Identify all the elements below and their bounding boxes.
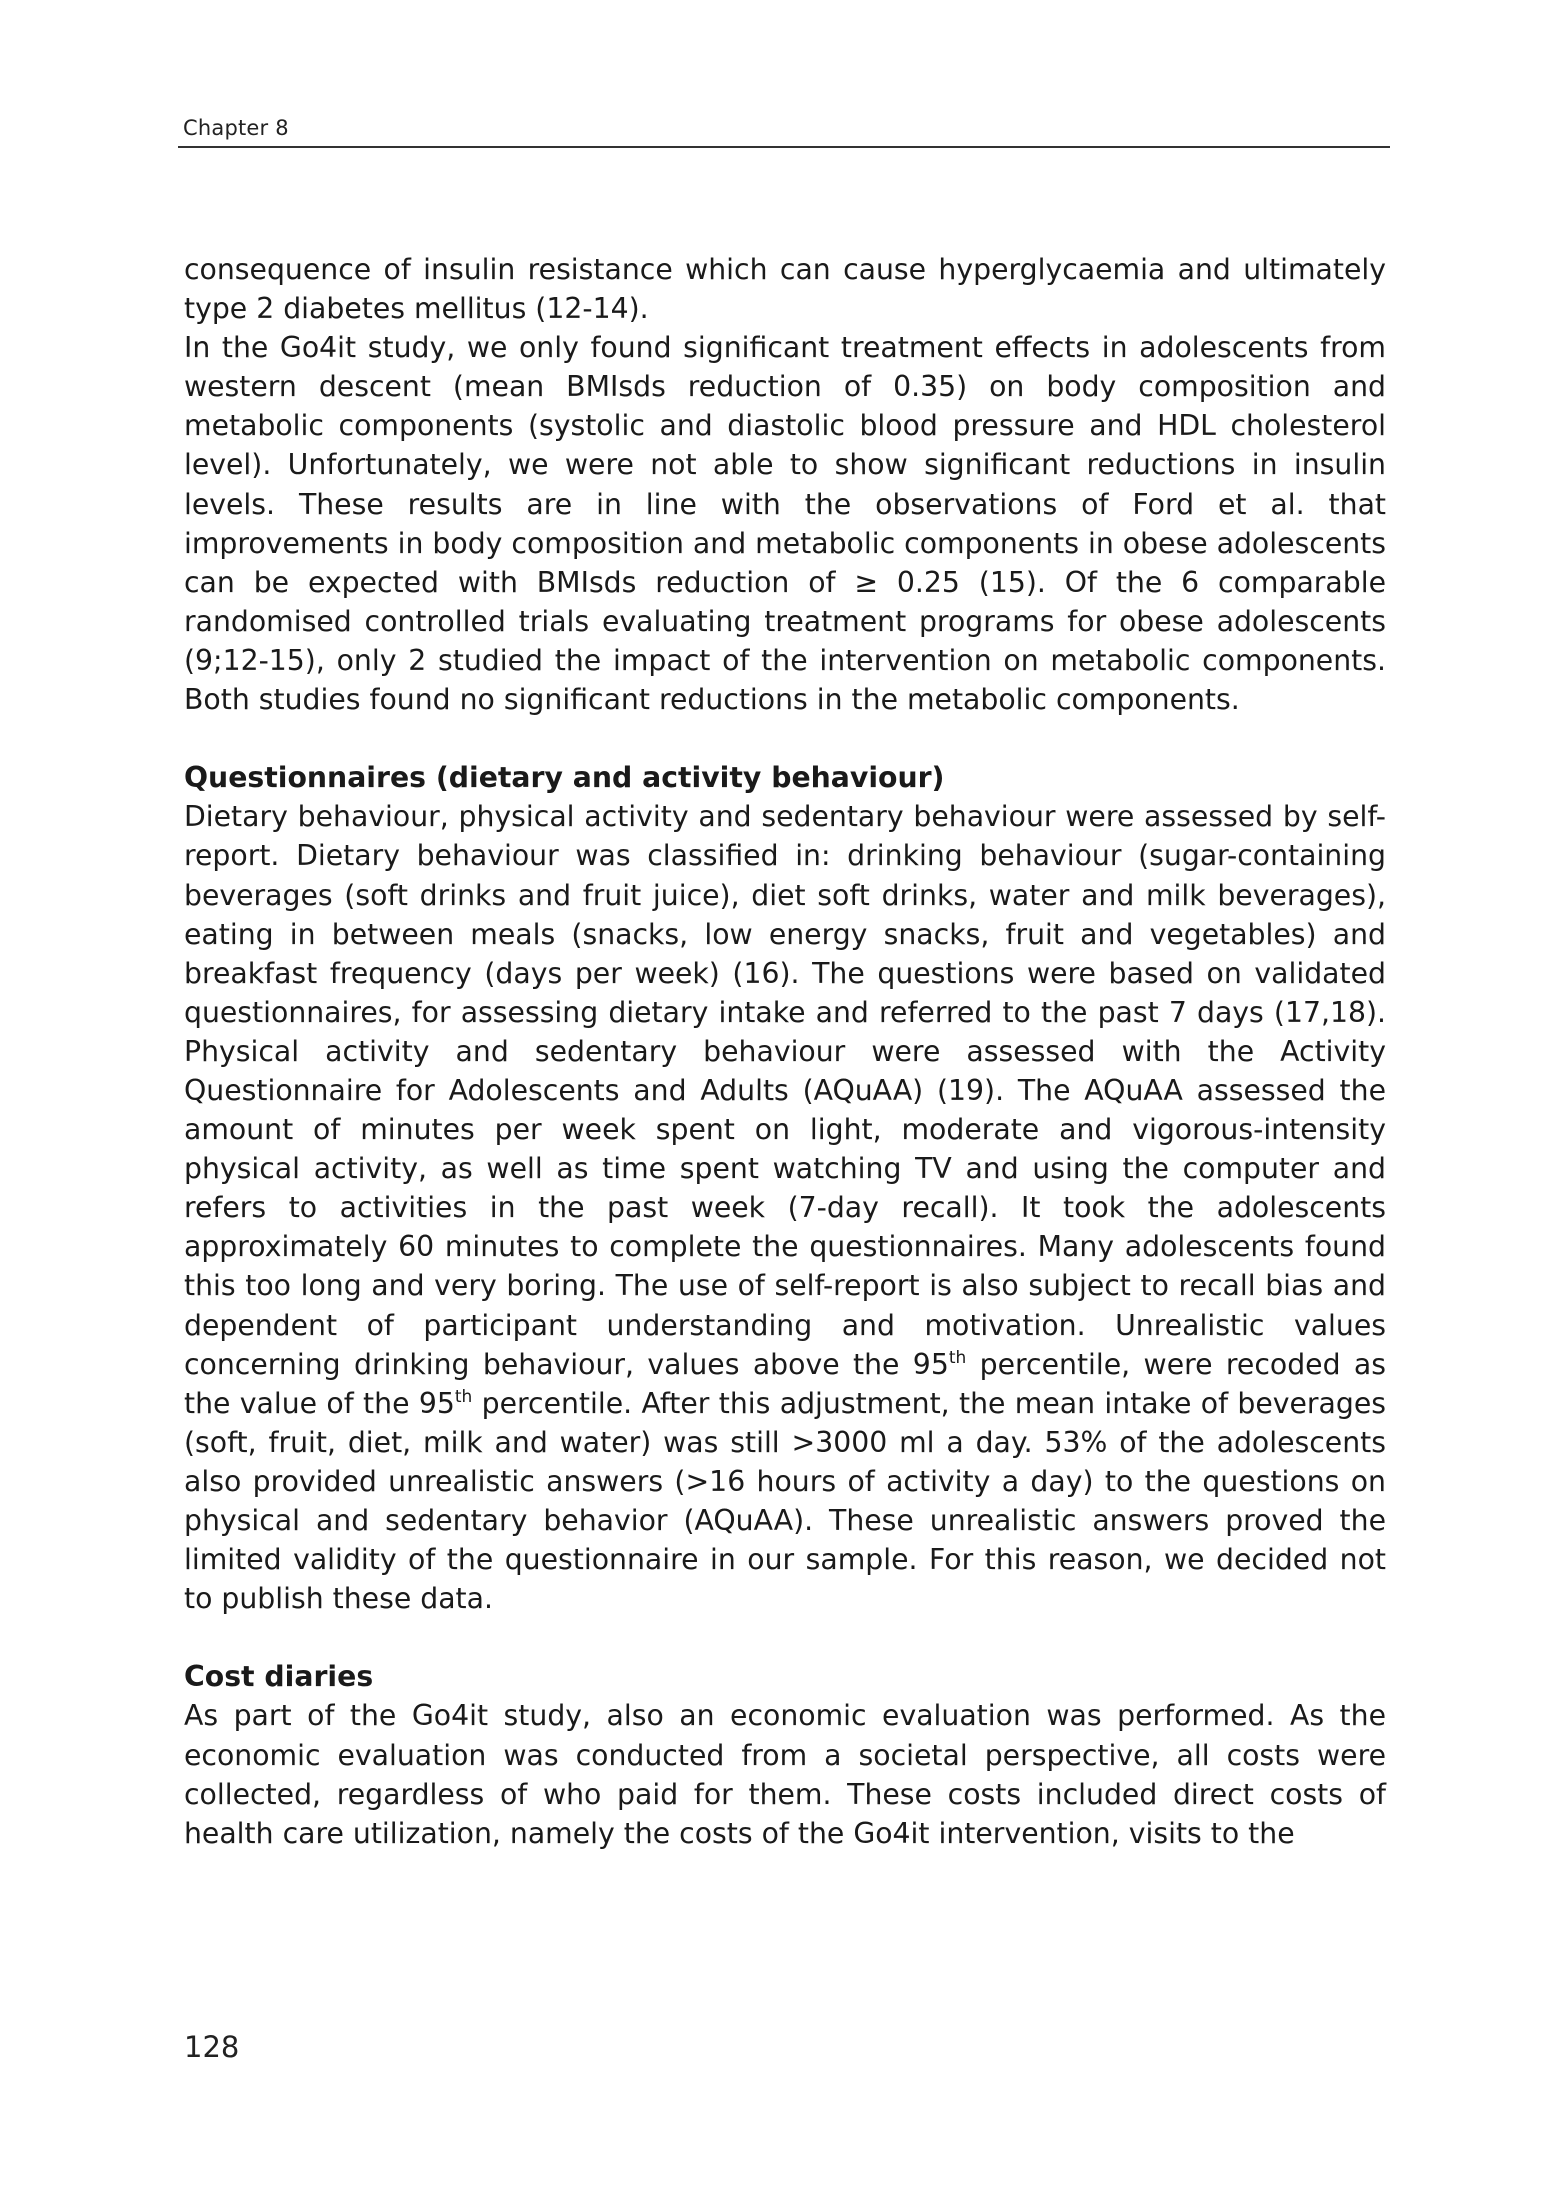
- section-heading-questionnaires: Questionnaires (dietary and activity behaviour): [184, 761, 945, 795]
- text-run: percentile. After this adjustment, the mean intake of beverages (soft, fruit, diet, milk and water) was still >3000 ml a day. 53% of the adolescents also provided unrealistic answers (>16 hours of activity a day) to the questions on physical and sedentary behavior (AQuAA). These unrealistic answers proved the limited validity of the questionnaire in our sample. For this reason, we decided not to publish these data.: [184, 1386, 1386, 1616]
- paragraph-cost-diaries: As part of the Go4it study, also an economic evaluation was performed. As the economic evaluation was conducted from a societal perspective, all costs were collected, regardless of who paid for them. These costs included direct costs of health care utilization, namely the costs of the Go4it intervention, visits to the: [184, 1699, 1386, 1850]
- page-number: 128: [184, 2030, 240, 2064]
- paragraph-gap: [184, 719, 1386, 758]
- header-rule: [178, 146, 1390, 148]
- paragraph-questionnaires: [184, 797, 1386, 1618]
- text-run: Dietary behaviour, physical activity and sedentary behaviour were assessed by self-report. Dietary behaviour was classified in: drinking behaviour (sugar-containing beverages (soft drinks and fruit juice), diet soft drinks, water and milk beverages), eating in between meals (snacks, low energy snacks, fruit and vegetables) and breakfast frequency (days per week) (16). The questions were based on validated questionnaires, for assessing dietary intake and referred to the past 7 days (17,18). Physical activity and sedentary behaviour were assessed with the Activity Questionnaire for Adolescents and Adults (AQuAA) (19). The AQuAA assessed the amount of minutes per week spent on light, moderate and vigorous-intensity physical activity, as well as time spent watching TV and using the computer and refers to activities in the past week (7-day recall). It took the adolescents approximately 60 minutes to complete the questionnaires. Many adolescents found this too long and very boring. The use of self-report is also subject to recall bias and dependent of participant understanding and motivation. Unrealistic values concerning drinking behaviour, values above the 95: [184, 800, 1386, 1381]
- superscript-th: th: [454, 1386, 473, 1407]
- paragraph-insulin: consequence of insulin resistance which can cause hyperglycaemia and ultimately type 2 diabetes mellitus (12-14).: [184, 253, 1386, 326]
- running-header: Chapter 8: [183, 116, 289, 140]
- section-heading-cost-diaries: Cost diaries: [184, 1660, 374, 1694]
- superscript-th: th: [948, 1347, 967, 1368]
- paragraph-gap: [184, 1618, 1386, 1657]
- body-text: [184, 250, 1386, 1853]
- text-run: percentile, were recoded as the value of the 95: [184, 1347, 1387, 1420]
- paragraph-go4it-results: In the Go4it study, we only found significant treatment effects in adolescents from western descent (mean BMIsds reduction of 0.35) on body composition and metabolic components (systolic and diastolic blood pressure and HDL cholesterol level). Unfortunately, we were not able to show significant reductions in insulin levels. These results are in line with the observations of Ford et al. that improvements in body composition and metabolic components in obese adolescents can be expected with BMIsds reduction of ≥ 0.25 (15). Of the 6 comparable randomised controlled trials evaluating treatment programs for obese adolescents (9;12-15), only 2 studied the impact of the intervention on metabolic components. Both studies found no significant reductions in the metabolic components.: [184, 331, 1386, 717]
